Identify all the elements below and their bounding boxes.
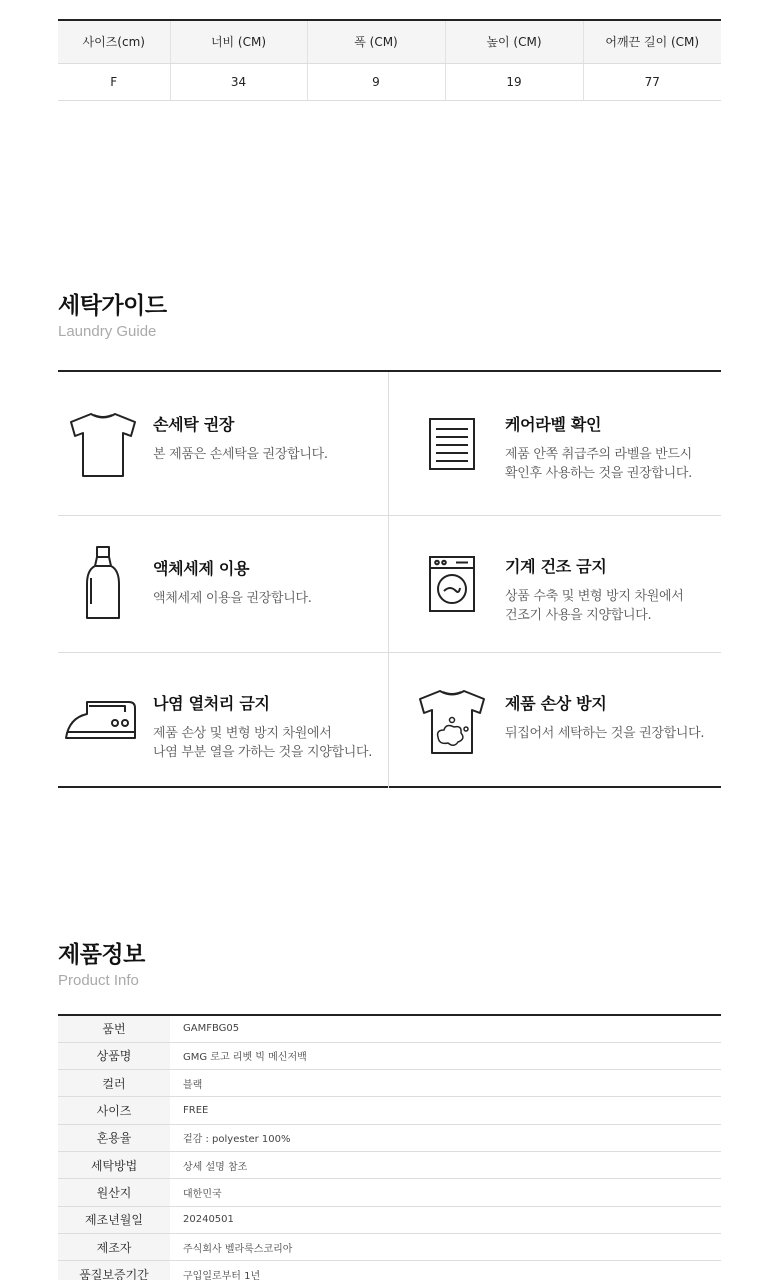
info-label: 원산지 <box>58 1179 170 1206</box>
table-row <box>58 1097 721 1124</box>
table-row <box>58 63 721 100</box>
product-info-title: 제품정보 <box>58 942 145 968</box>
guide-text <box>153 556 312 608</box>
strap-length-cell: 77 <box>583 63 721 100</box>
table-row <box>58 1206 721 1233</box>
guide-item-care-label <box>389 372 721 516</box>
size-table-header-row <box>58 20 721 63</box>
guide-item-prevent-damage <box>389 653 721 788</box>
info-label: 제조자 <box>58 1233 170 1260</box>
info-value: 겉감 : polyester 100% <box>170 1124 721 1151</box>
guide-item-desc: 액체세제 이용을 권장합니다. <box>153 591 312 606</box>
product-info-subtitle: Product Info <box>58 972 139 989</box>
strap-length-col-header: 어깨끈 길이 (CM) <box>583 20 721 63</box>
guide-text <box>505 691 704 743</box>
laundry-guide-title: 세탁가이드 <box>58 293 167 319</box>
info-value: 구입일로부터 1년 <box>170 1261 721 1280</box>
guide-item-desc: 뒤집어서 세탁하는 것을 권장합니다. <box>505 726 705 741</box>
guide-item-desc-line-1: 제품 안쪽 취급주의 라벨을 반드시 <box>505 447 692 462</box>
info-value: 블랙 <box>170 1070 721 1097</box>
guide-item-hand-wash <box>58 372 389 516</box>
depth-cell: 9 <box>307 63 445 100</box>
care-label-icon <box>412 404 492 484</box>
guide-item-title: 제품 손상 방지 <box>505 694 607 713</box>
tshirt-icon <box>63 404 143 484</box>
guide-item-title: 나염 열처리 금지 <box>153 694 270 713</box>
info-value: GAMFBG05 <box>170 1015 721 1042</box>
info-value: GMG 로고 리벳 빅 메신저백 <box>170 1042 721 1069</box>
guide-text <box>505 412 692 483</box>
width-cell: 34 <box>170 63 307 100</box>
info-label: 혼용율 <box>58 1124 170 1151</box>
info-label: 품번 <box>58 1015 170 1042</box>
guide-item-title: 손세탁 권장 <box>153 415 235 434</box>
table-row <box>58 1015 721 1042</box>
product-info-table <box>58 1014 721 1280</box>
info-value: 대한민국 <box>170 1179 721 1206</box>
guide-text <box>505 554 684 625</box>
guide-item-desc-line-2: 확인후 사용하는 것을 권장합니다. <box>505 466 692 481</box>
info-label: 세탁방법 <box>58 1151 170 1178</box>
guide-item-desc-line-2: 건조기 사용을 지양합니다. <box>505 608 652 623</box>
detergent-bottle-icon <box>63 544 143 624</box>
height-col-header: 높이 (CM) <box>445 20 583 63</box>
info-label: 제조년월일 <box>58 1206 170 1233</box>
info-label: 품질보증기간 <box>58 1261 170 1280</box>
info-value: 20240501 <box>170 1206 721 1233</box>
height-cell: 19 <box>445 63 583 100</box>
inside-out-shirt-icon <box>412 681 492 761</box>
washing-machine-icon <box>412 544 492 624</box>
guide-item-desc-line-1: 제품 손상 및 변형 방지 차원에서 <box>153 726 332 741</box>
laundry-guide-grid <box>58 370 721 788</box>
guide-text <box>153 691 372 762</box>
info-label: 컬러 <box>58 1070 170 1097</box>
size-col-header: 사이즈(cm) <box>58 20 170 63</box>
table-row <box>58 1179 721 1206</box>
guide-item-desc: 본 제품은 손세탁을 권장합니다. <box>153 447 328 462</box>
info-label: 사이즈 <box>58 1097 170 1124</box>
guide-item-title: 기계 건조 금지 <box>505 557 607 576</box>
depth-col-header: 폭 (CM) <box>307 20 445 63</box>
table-row <box>58 1233 721 1260</box>
table-row <box>58 1261 721 1280</box>
info-label: 상품명 <box>58 1042 170 1069</box>
guide-item-desc-line-1: 상품 수축 및 변형 방지 차원에서 <box>505 589 684 604</box>
guide-item-liquid-detergent <box>58 516 389 653</box>
table-row <box>58 1124 721 1151</box>
info-value: FREE <box>170 1097 721 1124</box>
size-cell: F <box>58 63 170 100</box>
table-row <box>58 1042 721 1069</box>
laundry-guide-subtitle: Laundry Guide <box>58 323 157 340</box>
iron-icon <box>63 681 143 761</box>
table-row <box>58 1070 721 1097</box>
guide-item-no-machine-dry <box>389 516 721 653</box>
guide-item-title: 케어라벨 확인 <box>505 415 602 434</box>
size-table <box>58 19 721 101</box>
guide-item-no-heat-print <box>58 653 389 788</box>
table-row <box>58 1151 721 1178</box>
info-value: 상세 설명 참조 <box>170 1151 721 1178</box>
guide-item-desc-line-2: 나염 부분 열을 가하는 것을 지양합니다. <box>153 745 373 760</box>
info-value: 주식회사 벨라룩스코리아 <box>170 1233 721 1260</box>
guide-item-title: 액체세제 이용 <box>153 559 250 578</box>
guide-text <box>153 412 328 464</box>
width-col-header: 너비 (CM) <box>170 20 307 63</box>
